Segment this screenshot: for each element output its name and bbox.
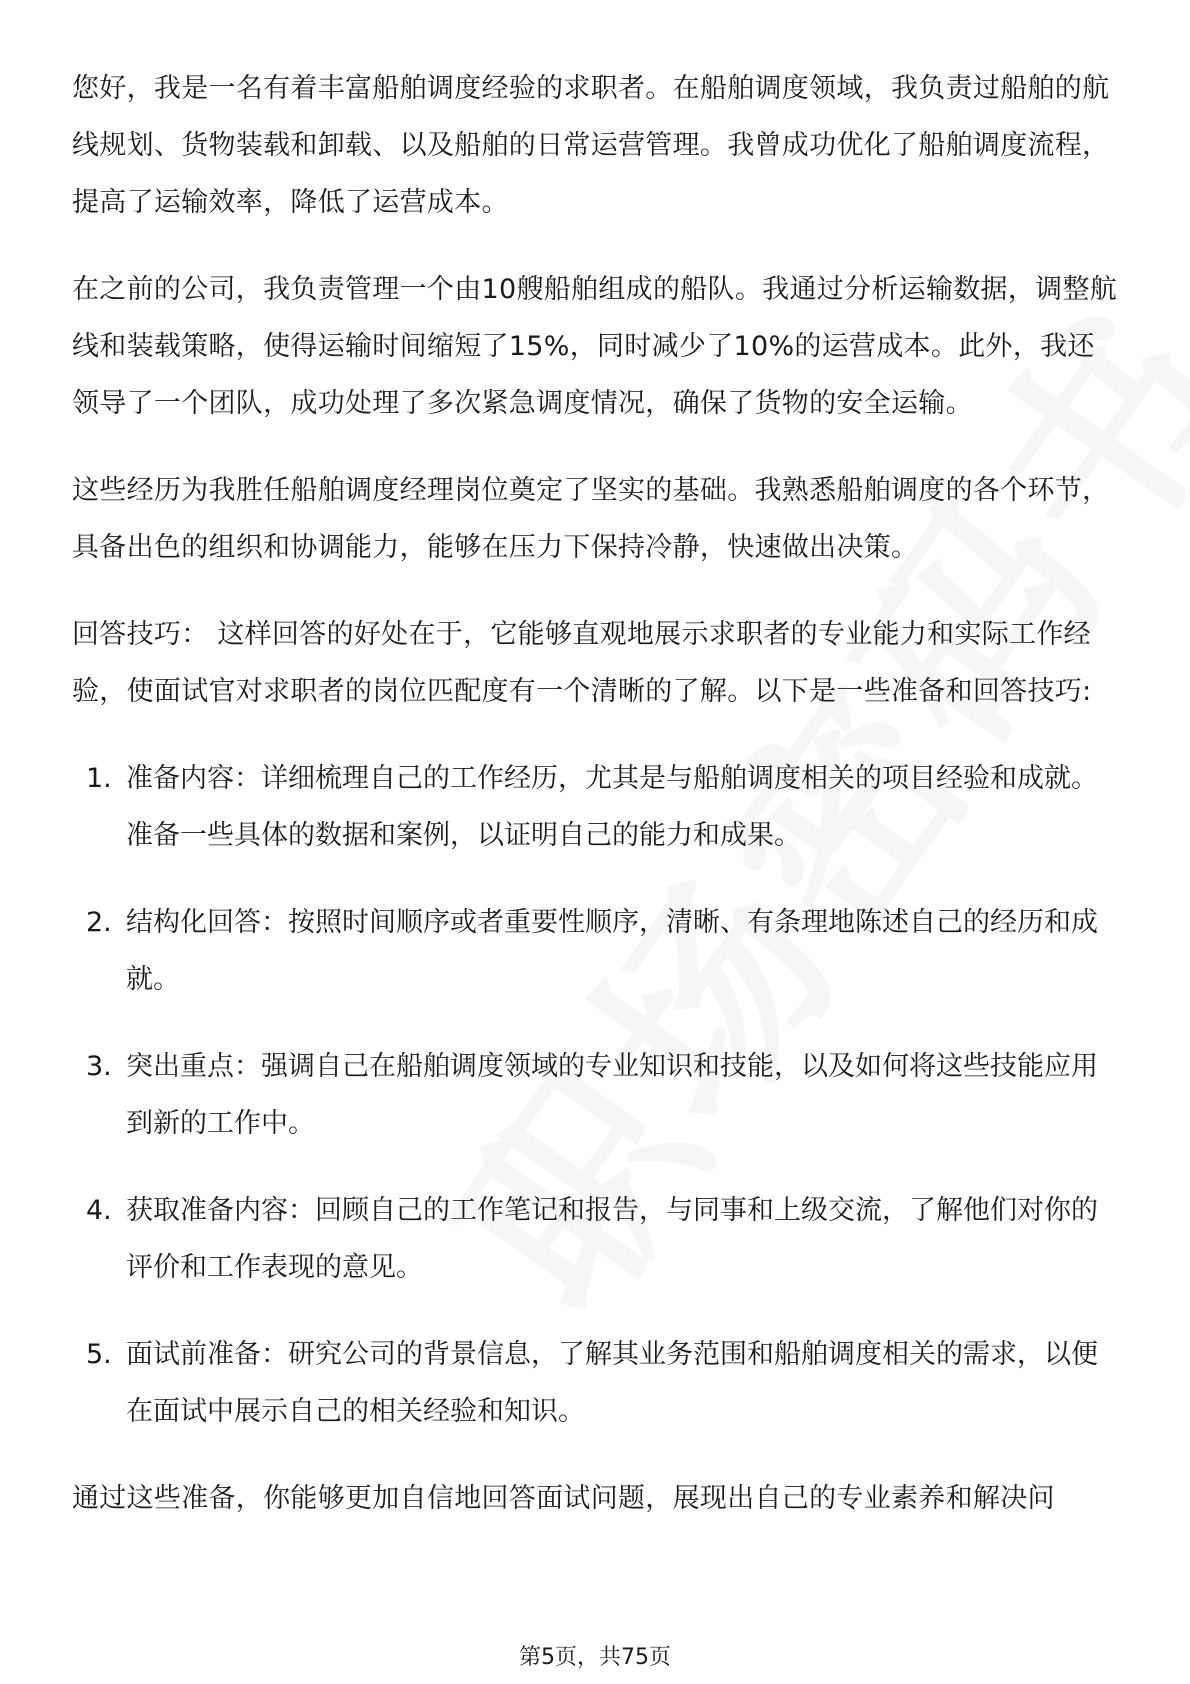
list-item-number: 4. [86, 1195, 112, 1226]
paragraph-intro: 您好，我是一名有着丰富船舶调度经验的求职者。在船舶调度领域，我负责过船舶的航线规划、货物装载和卸载、以及船舶的日常运营管理。我曾成功优化了船舶调度流程，提高了运输效率，降低了运营成本。 [72, 73, 1110, 218]
list-item-number: 1. [86, 763, 112, 794]
list-item-text: 突出重点：强调自己在船舶调度领域的专业知识和技能，以及如何将这些技能应用到新的工作中。 [126, 1051, 1098, 1139]
paragraph-answer-tips: 回答技巧： 这样回答的好处在于，它能够直观地展示求职者的专业能力和实际工作经验，使面试官对求职者的岗位匹配度有一个清晰的了解。以下是一些准备和回答技巧: [72, 619, 1092, 707]
paragraph-closing: 通过这些准备，你能够更加自信地回答面试问题，展现出自己的专业素养和解决问 [72, 1483, 1055, 1514]
paragraph-experience: 在之前的公司，我负责管理一个由10艘船舶组成的船队。我通过分析运输数据，调整航线和装载策略，使得运输时间缩短了15%，同时减少了10%的运营成本。此外，我还领导了一个团队，成功处理了多次紧急调度情况，确保了货物的安全运输。 [72, 274, 1118, 419]
list-item-number: 3. [86, 1051, 112, 1082]
paragraph-qualification: 这些经历为我胜任船舶调度经理岗位奠定了坚实的基础。我熟悉船舶调度的各个环节，具备出色的组织和协调能力，能够在压力下保持冷静，快速做出决策。 [72, 475, 1110, 563]
tips-list [72, 750, 1122, 1440]
list-item-text: 准备内容：详细梳理自己的工作经历，尤其是与船舶调度相关的项目经验和成就。准备一些具体的数据和案例，以证明自己的能力和成果。 [126, 763, 1098, 851]
page-number: 第5页，共75页 [519, 1645, 671, 1670]
list-item-number: 5. [86, 1339, 112, 1370]
list-item [72, 1326, 1122, 1440]
list-item [72, 1038, 1122, 1152]
list-item-number: 2. [86, 907, 112, 938]
list-item-text: 获取准备内容：回顾自己的工作笔记和报告，与同事和上级交流，了解他们对你的评价和工作表现的意见。 [126, 1195, 1098, 1283]
list-item-text: 结构化回答：按照时间顺序或者重要性顺序，清晰、有条理地陈述自己的经历和成就。 [126, 907, 1098, 995]
list-item [72, 1182, 1122, 1296]
document-body [72, 60, 1122, 1557]
list-item [72, 894, 1122, 1008]
list-item [72, 750, 1122, 864]
list-item-text: 面试前准备：研究公司的背景信息，了解其业务范围和船舶调度相关的需求，以便在面试中展示自己的相关经验和知识。 [126, 1339, 1098, 1427]
